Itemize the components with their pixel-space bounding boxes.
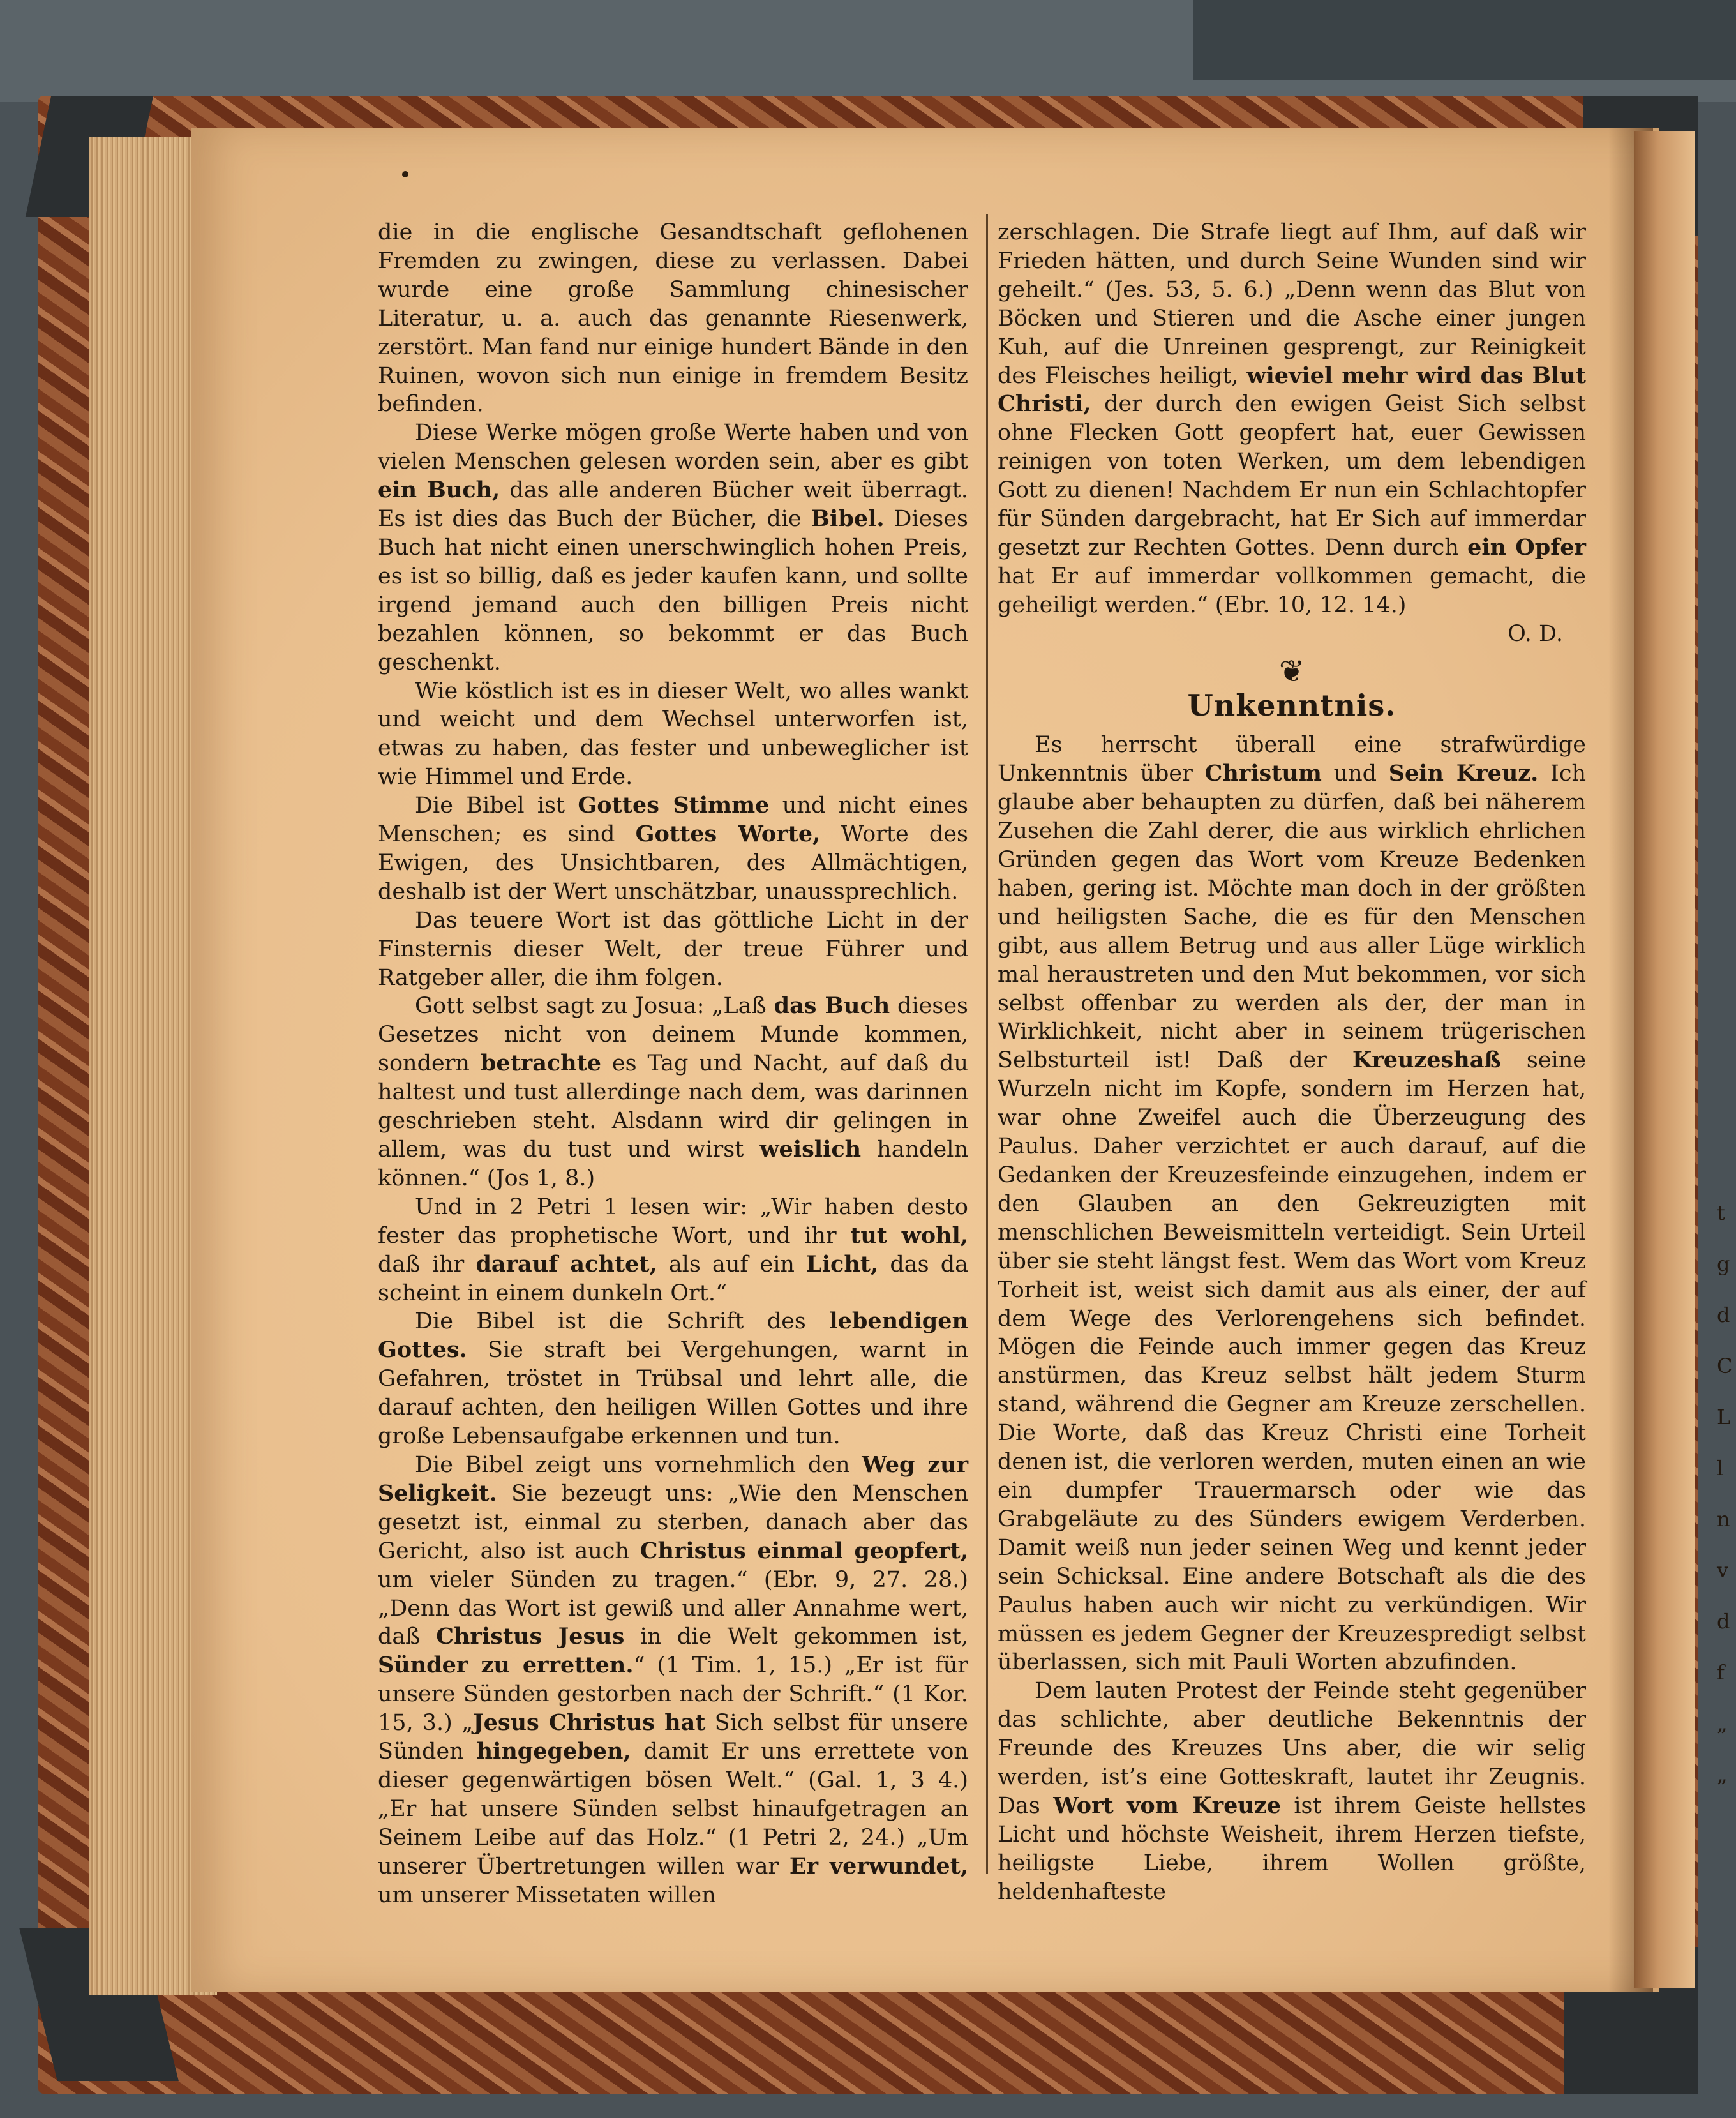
bold-emphasis: Kreuzeshaß [1352, 1047, 1501, 1074]
bold-emphasis: tut wohl, [850, 1222, 968, 1249]
paragraph [378, 906, 968, 993]
margin-glyph: „ [1717, 1711, 1728, 1736]
margin-glyph: v [1717, 1558, 1729, 1582]
column-divider [986, 214, 988, 1874]
paragraph [998, 1677, 1586, 1906]
bold-emphasis: Sünder zu erretten. [378, 1652, 634, 1679]
text-run: Wie köstlich ist es in dieser Welt, wo alles wankt und weicht und dem Wechsel unterworfen ist, etwas zu haben, das fester und unbeweglicher ist wie Himmel und Erde. [378, 678, 968, 790]
signature: O. D. [1508, 620, 1563, 647]
paragraph [998, 218, 1586, 620]
text-run: es Tag und Nacht, auf daß du haltest und tust allerdinge nach dem, was darinnen geschrieben steht. Alsdann wird dir gelingen in allem, was du tust und wirst [378, 1051, 968, 1162]
bold-emphasis: betrachte [480, 1050, 602, 1077]
margin-glyph: d [1717, 1303, 1730, 1327]
facing-page-margin-text [1717, 1187, 1736, 1800]
margin-glyph: l [1717, 1456, 1724, 1480]
text-run: daß ihr [378, 1251, 476, 1277]
bold-emphasis: Wort vom Kreuze [1053, 1792, 1281, 1819]
bold-emphasis: darauf achtet, [475, 1251, 657, 1277]
bold-emphasis: Christum [1204, 760, 1322, 787]
text-run: dieses Gesetzes nicht von deinem Munde kommen, sondern [378, 993, 968, 1077]
text-run: “ (1 Tim. 1, 15.) „Er ist für unsere Sünden gestorben nach der Schrift.“ (1 Kor. 15, 3.) „ [378, 1653, 968, 1736]
bold-emphasis: hingegeben, [476, 1738, 631, 1765]
text-run: das alle anderen Bücher weit überragt. Es ist dies das Buch der Bücher, die [378, 477, 968, 532]
paragraph [378, 218, 968, 419]
bold-emphasis: Weg zur Seligkeit. [378, 1451, 969, 1506]
article-body [998, 731, 1586, 1906]
bold-emphasis: Sein Kreuz. [1388, 760, 1539, 787]
right-column [998, 218, 1586, 1907]
text-run: ist ihrem Geiste hellstes Licht und höchste Weisheit, ihrem Herzen tiefste, heiligste Liebe, ihrem Wollen größte, heldenhafteste [998, 1792, 1586, 1905]
text-run: zerschlagen. Die Strafe liegt auf Ihm, auf daß wir Frieden hätten, und durch Seine Wunden sind wir geheilt.“ (Jes. 53, 5. 6.) „Denn wenn das Blut von Böcken und Stieren und die Asche einer jungen Kuh, auf die Unreinen gesprengt, zur Reinigkeit des Fleisches heiligt, [998, 220, 1586, 389]
text-run: handeln können.“ (Jos 1, 8.) [378, 1137, 968, 1191]
text-run: Die Bibel ist [415, 793, 578, 819]
text-run: Ich glaube aber behaupten zu dürfen, daß bei näherem Zusehen die Zahl derer, die aus wirklich ehrlichen Gründen gegen das Wort vom Kreuze Bedenken haben, gering ist. Möchte man doch in der größten und heiligsten Sache, die es für den Menschen gibt, aus allem Betrug und aus aller Lüge wirklich mal heraustreten und den Mut bekommen, vor sich selbst offenbar zu werden als der, der man in Wirklichkeit, nicht aber in seinem trügerischen Selbsturteil ist! Daß der [998, 761, 1586, 1074]
text-run: als auf ein [657, 1251, 807, 1277]
margin-glyph: C [1717, 1354, 1733, 1378]
paragraph [378, 992, 968, 1192]
paragraph [378, 1307, 968, 1451]
bold-emphasis: weislich [760, 1136, 862, 1162]
text-run: Gott selbst sagt zu Josua: „Laß [415, 993, 774, 1019]
margin-glyph: d [1717, 1609, 1730, 1634]
text-run: Dem lauten Protest der Feinde steht gegenüber das schlichte, aber deutliche Bekenntnis der Freunde des Kreuzes Uns aber, die wir selig werden, ist’s eine Gotteskraft, lautet ihr Zeugnis. Das [998, 1678, 1586, 1819]
right-column-continued-text [998, 218, 1586, 620]
text-run: Und in 2 Petri 1 lesen wir: „Wir haben desto fester das prophetische Wort, und ihr [378, 1194, 968, 1249]
text-run: hat Er auf immerdar vollkommen gemacht, die geheiligt werden.“ (Ebr. 10, 12. 14.) [998, 563, 1586, 618]
text-run: der durch den ewigen Geist Sich selbst ohne Flecken Gott geopfert hat, euer Gewissen reinigen von toten Werken, um dem lebendigen Gott zu dienen! Nachdem Er nun ein Schlachtopfer für Sünden dargebracht, hat Er Sich auf immerdar gesetzt zur Rechten Gottes. Denn durch [998, 391, 1586, 560]
text-run: Das teuere Wort ist das göttliche Licht in der Finsternis dieser Welt, der treue Führer und Ratgeber aller, die ihm folgen. [378, 907, 968, 991]
text-run: Die Bibel zeigt uns vornehmlich den [415, 1452, 862, 1478]
margin-glyph: n [1717, 1507, 1730, 1531]
scan-background-dark [1194, 0, 1736, 80]
bold-emphasis: Bibel. [811, 506, 885, 532]
margin-glyph: g [1717, 1252, 1730, 1276]
text-run: um unserer Missetaten willen [378, 1882, 716, 1908]
bold-emphasis: das Buch [774, 993, 890, 1019]
bold-emphasis: Jesus Christus hat [473, 1709, 706, 1736]
bold-emphasis: Er verwundet, [789, 1852, 969, 1879]
text-run: Diese Werke mögen große Werte haben und von vielen Menschen gelesen worden sein, aber es gibt [378, 420, 968, 475]
bold-emphasis: wieviel mehr wird das Blut Christi, [998, 362, 1586, 417]
text-run: seine Wurzeln nicht im Kopfe, sondern im Herzen hat, war ohne Zweifel auch die Überzeugung des Paulus. Daher verzichtet er auch darauf, auf die Gedanken der Kreuzesfeinde einzugehen, indem er den Glauben an den Gekreuzigten mit menschlichen Beweismitteln verteidigt. Sein Urteil über sie steht längst fest. Wem das Wort vom Kreuz Torheit ist, weist sich damit aus als einer, der auf dem Wege des Verlorengehens sich befindet. Mögen die Feinde auch immer gegen das Kreuz anstürmen, das Kreuz selbst hält jedem Sturm stand, während die Gegner am Kreuze zerschellen. Die Worte, daß das Kreuz Christi eine Torheit denen ist, die verloren werden, muten einen an wie ein dumpfer Trauermarsch oder wie das Grabgeläute zu des Sünders ewigem Verderben. Damit weiß nun jeder seinen Weg und kennt jeder sein Schicksal. Eine andere Botschaft als die des Paulus haben auch wir nicht zu verkündigen. Wir müssen es jedem Gegner der Kreuzespredigt selbst überlassen, sich mit Pauli Worten abzufinden. [998, 1048, 1586, 1676]
article-heading: Unkenntnis. [1187, 687, 1396, 723]
fleuron-ornament: ❦ [1278, 653, 1305, 689]
ink-dot [402, 171, 408, 177]
bold-emphasis: lebendigen Gottes. [378, 1308, 968, 1363]
text-run: und [1321, 761, 1389, 787]
bold-emphasis: ein Buch, [378, 477, 500, 504]
left-column [378, 218, 968, 1909]
text-run: Dieses Buch hat nicht einen unerschwinglich hohen Preis, es ist so billig, daß es jeder kaufen kann, und sollte irgend jemand auch den billigen Preis nicht bezahlen können, so bekommt er das Buch geschenkt. [378, 506, 968, 675]
bold-emphasis: ein Opfer [1467, 534, 1586, 560]
bold-emphasis: Gottes Worte, [635, 821, 821, 848]
text-run: in die Welt gekommen ist, [624, 1624, 969, 1650]
text-run: Sie bezeugt uns: „Wie den Menschen gesetzt ist, einmal zu sterben, danach aber das Gericht, also ist auch [378, 1480, 968, 1564]
paragraph [378, 419, 968, 677]
paragraph [998, 731, 1586, 1677]
text-run: Worte des Ewigen, des Unsichtbaren, des Allmächtigen, deshalb ist der Wert unschätzbar, unaussprechlich. [378, 822, 968, 905]
text-run: und nicht eines Menschen; es sind [378, 793, 968, 848]
bold-emphasis: Gottes Stimme [578, 792, 770, 819]
text-run: Es herrscht überall eine strafwürdige Unkenntnis über [998, 732, 1586, 787]
paragraph [378, 677, 968, 792]
bold-emphasis: Christus Jesus [436, 1623, 625, 1650]
text-run: damit Er uns errettete von dieser gegenwärtigen bösen Welt.“ (Gal. 1, 3 4.) „Er hat unsere Sünden selbst hinaufgetragen an Seinem Leibe auf das Holz.“ (1 Petri 2, 24.) „Um unserer Übertretungen willen war [378, 1739, 968, 1879]
margin-glyph: L [1717, 1405, 1731, 1429]
paragraph [378, 1451, 968, 1910]
bold-emphasis: Licht, [806, 1251, 879, 1277]
text-run: die in die englische Gesandtschaft geflohenen Fremden zu zwingen, diese zu verlassen. Dabei wurde eine große Sammlung chinesischer Literatur, u. a. auch das genannte Riesenwerk, zerstört. Man fand nur einige hundert Bände in den Ruinen, wovon sich nun einige in fremdem Besitz befinden. [378, 220, 968, 417]
paragraph [378, 1193, 968, 1308]
text-run: Sie straft bei Vergehungen, warnt in Gefahren, tröstet in Trübsal und lehrt alle, die darauf achten, den heiligen Willen Gottes und ihre große Lebensaufgabe erkennen und tun. [378, 1337, 968, 1450]
paragraph [378, 792, 968, 906]
text-run: Die Bibel ist die Schrift des [415, 1309, 830, 1335]
facing-page-edge [1634, 131, 1695, 1988]
text-run: das da scheint in einem dunkeln Ort.“ [378, 1251, 968, 1306]
text-run: um vieler Sünden zu tragen.“ (Ebr. 9, 27. 28.) „Denn das Wort ist gewiß und aller Annahme wert, daß [378, 1566, 968, 1650]
bold-emphasis: Christus einmal geopfert, [640, 1537, 968, 1564]
margin-glyph: t [1717, 1201, 1725, 1225]
text-run: Sich selbst für unsere Sünden [378, 1710, 968, 1765]
margin-glyph: f [1717, 1660, 1725, 1685]
margin-glyph: „ [1717, 1762, 1728, 1787]
